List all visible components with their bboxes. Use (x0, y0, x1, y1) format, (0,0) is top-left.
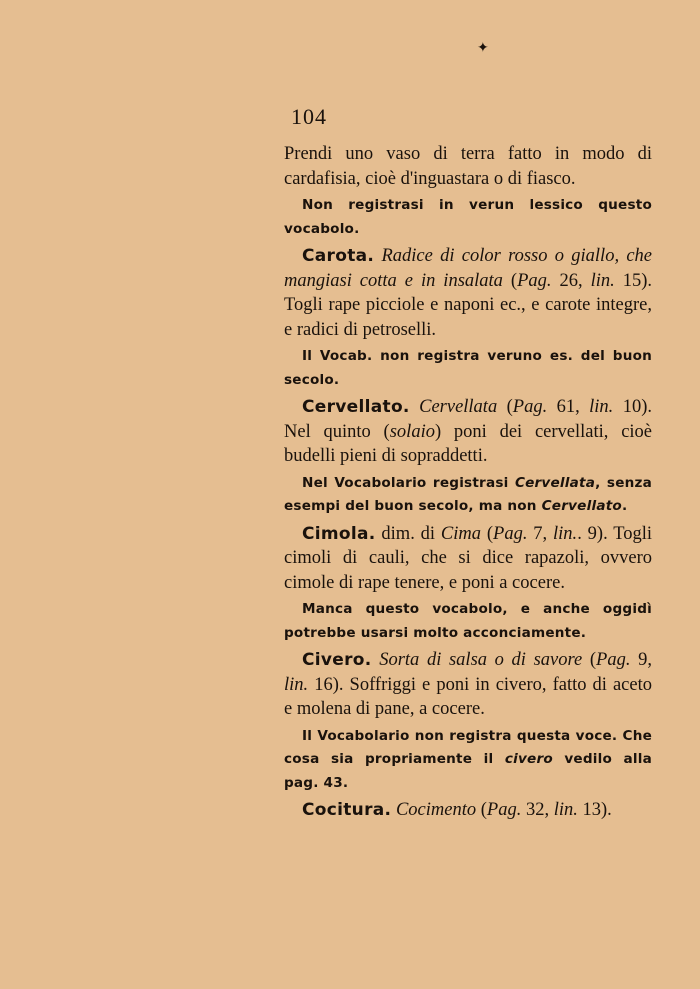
page-body (284, 142, 652, 823)
lin-number: 13). (577, 800, 612, 820)
entry-text: Soffriggi e poni in civero, fatto di aceto e molena di pane, a cocere. (284, 674, 652, 719)
entry-carota (284, 244, 652, 342)
ref-open: ( (582, 650, 597, 670)
definition: Cocimento (395, 800, 477, 820)
entry-text: Togli rape picciole e naponi ec., e carote integre, e radici di petroselli. (284, 295, 652, 340)
note-italic: Cervellata (514, 474, 596, 491)
definition: Cervellata (419, 397, 498, 417)
note-4: Manca questo vocabolo, e anche oggidì potrebbe usarsi molto acconciamente. (284, 601, 652, 641)
pag-label: Pag. (596, 650, 631, 670)
lin-number: 16). (308, 674, 344, 695)
note-italic: civero (504, 751, 553, 767)
entry-text-2: ) poni dei cervellati, cioè budelli pieni di sopraddetti. (284, 421, 653, 466)
entry-pre: dim. di (375, 523, 441, 544)
paragraph-intro: Prendi uno vaso di terra fatto in modo di cardafisia, cioè d'inguastara o di fiasco. (284, 144, 652, 189)
ref-open: ( (476, 800, 487, 820)
headword: Cervellato. (302, 397, 410, 417)
entry-civero (284, 648, 652, 722)
page-number: 104 (291, 104, 327, 129)
lin-number: . 9). (577, 523, 608, 544)
entry-cervellato (284, 395, 652, 469)
definition: Radice di color rosso o giallo, che mangiasi cotta e in insalata (284, 246, 653, 291)
note-1: Non registrasi in verun lessico questo vocabolo. (284, 197, 652, 237)
pag-label: Pag. (512, 397, 548, 417)
entry-cimola (284, 522, 652, 596)
ref-open: ( (497, 397, 513, 417)
lin-number: 10). (613, 397, 653, 417)
headword: Carota. (302, 246, 375, 266)
headword: Cimola. (302, 523, 376, 544)
pag-label: Pag. (493, 523, 528, 544)
lin-label: lin. (590, 270, 615, 291)
note-text: Il Vocabolario non registra questa voce. Che cosa sia propriamente il (284, 727, 652, 767)
lin-number: 15). (614, 270, 652, 291)
pag-label: Pag. (517, 270, 552, 291)
entry-text: Togli cimoli di cauli, che si dice rapazoli, ovvero cimole di rape tenere, e poni a cocere. (284, 523, 653, 593)
note-end: . (621, 498, 628, 514)
ref-open: ( (481, 523, 494, 544)
pag-number: 9, (630, 650, 653, 670)
definition: Sorta di salsa o di savore (379, 650, 583, 670)
entry-text: Nel quinto ( (284, 421, 390, 442)
pag-number: 7, (527, 523, 554, 544)
note-5 (284, 725, 652, 796)
note-2: Il Vocab. non registra veruno es. del buon secolo. (284, 348, 652, 388)
pag-number: 26, (551, 270, 591, 291)
pag-label: Pag. (486, 800, 522, 820)
ref-open: ( (502, 270, 518, 291)
solaio-word: solaio (389, 421, 435, 442)
lin-label: lin. (553, 800, 578, 820)
definition: Cima (440, 523, 481, 544)
lin-label: lin. (553, 523, 578, 544)
pag-number: 61, (547, 397, 590, 417)
entry-cocitura (284, 798, 652, 823)
note-3 (284, 472, 652, 519)
top-mark: ✦ (477, 41, 489, 56)
pag-number: 32, (521, 800, 554, 820)
note-text-2: , senza esempi del buon secolo, ma non (284, 474, 652, 514)
headword: Cocitura. (302, 800, 392, 820)
headword: Civero. (302, 650, 372, 670)
lin-label: lin. (284, 674, 309, 695)
lin-label: lin. (589, 397, 614, 417)
note-text-2: vedilo alla pag. 43. (284, 751, 652, 791)
note-italic-2: Cervellato (541, 498, 622, 514)
note-text: Nel Vocabolario registrasi (302, 474, 515, 491)
